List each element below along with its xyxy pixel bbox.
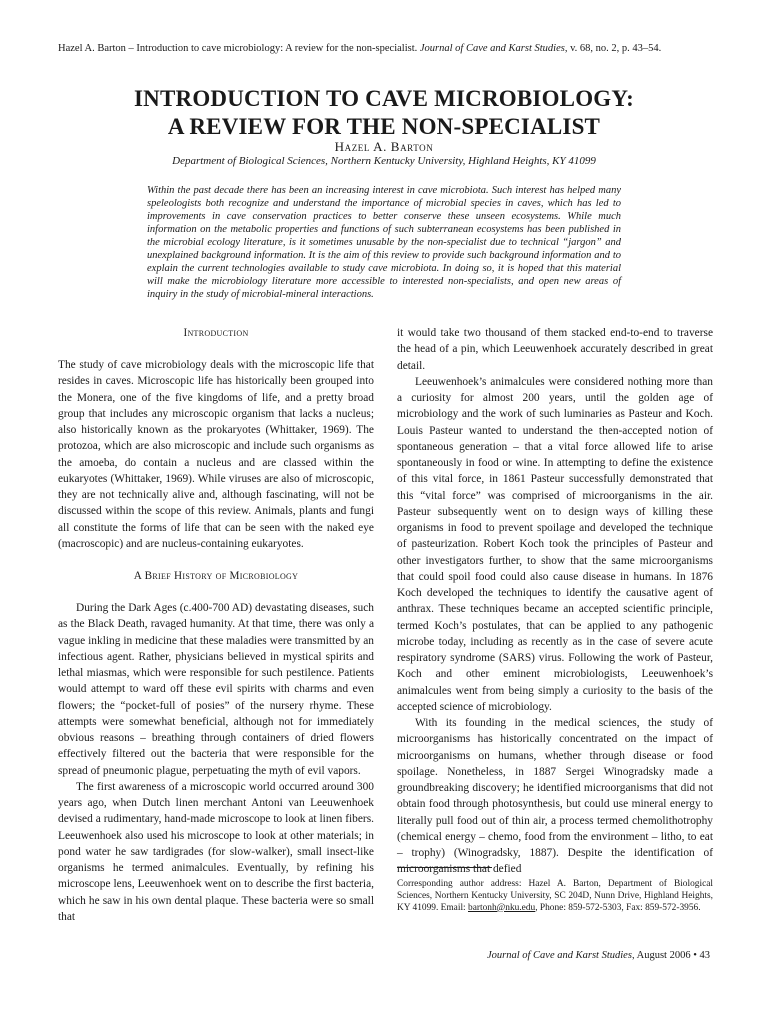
page-footer [420, 950, 710, 961]
article-title [0, 85, 768, 141]
author-affiliation: Department of Biological Sciences, Northern Kentucky University, Highland Heights, KY 41099 [172, 155, 596, 167]
footnote-text: Corresponding author address: Hazel A. Barton, Department of Biological Sciences, Northern Kentucky University, SC 204D, Nunn Drive, Highland Heights, KY 41099. Email: [397, 879, 713, 913]
abstract: Within the past decade there has been an increasing interest in cave microbiota. Such interest has helped many speleologists both recognize and understand the importance of microbial species in caves, which has led to improvements in cave conservation practices to better conserve these unseen ecosystems. While much information on the metabolic properties and functions of such subterranean ecosystems has been published in the microbial ecology literature, is it sometimes unusable by the non-specialist due to technical “jargon” and unexplained background information. It is the aim of this review to provide such background information and to explain the current technologies available to study cave microbiota. In doing so, it is hoped that this material will make the microbiology literature more accessible to interested non-specialists, and open new areas of inquiry in the study of microbial-mineral interactions. [147, 185, 621, 301]
right-paragraph-2: Leeuwenhoek’s animalcules were considered nothing more than a curiosity for almost 200 years, until the golden age of microbiology and the work of such luminaries as Pasteur and Koch. Louis Pasteur wanted to understand the then-accepted notion of spontaneous generation – that a vital force allowed life to arise spontaneously in food or wine. In attempting to define the existence of this vital force, in 1861 Pasteur successfully demonstrated that this “vital force” was comprised of microorganisms in the air. Pasteur subsequently went on to design ways of killing these organisms in food to prevent spoilage and developed the technique of pasteurization. Robert Koch took the principles of Pasteur and other investigators further, to show that the same microorganisms that could spoil food could also cause disease in humans. In 1876 Koch developed the techniques to identify the causative agent of anthrax. These techniques became an accepted scientific principle, termed Koch’s postulates, that can be applied to any pathogenic microbe today, including as recently as in the case of severe acute respiratory syndrome (SARS) virus. Following the work of Pasteur, Koch and other eminent microbiologists, Leeuwenhoek’s animalcules went from being simply a curiosity to the basis of the accepted science of microbiology. [397, 375, 713, 713]
intro-paragraph: The study of cave microbiology deals with the microscopic life that resides in caves. Microscopic life has historically been grouped into the Monera, one of the five kingdoms of life, and a pretty broad group that includes any microscopic organism that lacks a nucleus; also historically known as the prokaryotes (Whittaker, 1969). The protozoa, which are also microscopic and include such organisms as the amoeba, do contain a nucleus and are classed within the eukaryotes (Whittaker, 1969). While viruses are also of microscopic, they are not technically alive and, although fascinating, will not be discussed within the scope of this review. Animals, plants and fungi all constitute the forms of life that can be seen with the naked eye (macroscopic) and are nucleus-containing eukaryotes. [58, 359, 374, 550]
footer-journal-name: Journal of Cave and Karst Studies [486, 950, 632, 961]
history-paragraph-2: The first awareness of a microscopic world occurred around 300 years ago, when Dutch linen merchant Antoni van Leeuwenhoek devised a rudimentary, hand-made microscope to look at linen fibers. Leeuwenhoek also used his microscope to look at other materials; in pond water he saw tardigrades (for slow-walker), small insect-like organisms he termed animalcules. Eventually, by refining his microscope lens, Leeuwenhoek went on to describe the first bacteria, which he saw in his own dental plaque. These bacteria were so small that [58, 780, 374, 923]
history-paragraph-1: During the Dark Ages (c.400-700 AD) devastating diseases, such as the Black Death, ravaged humanity. At that time, there was only a vague inkling in medicine that these maladies were transmitted by an infectious agent. Rather, physicians believed in mystical spirits and lethal miasmas, which were responsible for such pestilence. Patients would attempt to ward off these evil spirits with charms and even flowers; the “pocket-full of posies” of the nursery rhyme. These attempts were somewhat beneficial, although not for immediately obvious reasons – breathing through containers of dried flowers effectively filtered out the bacteria that were responsible for the spread of pneumonic plague, perpetuating the myth of evil vapors. [58, 602, 374, 777]
header-citation-details: , v. 68, no. 2, p. 43–54. [564, 43, 662, 54]
author-name: Hazel A. Barton [334, 139, 434, 154]
header-journal-name: Journal of Cave and Karst Studies [419, 43, 565, 54]
footnote-divider [397, 867, 492, 868]
author-email-link[interactable]: bartonh@nku.edu [468, 902, 536, 913]
right-paragraph-3: With its founding in the medical sciences, the study of microorganisms has historically concentrated on the impact of microorganisms on humans, whether through disease or food spoilage. Nonetheless, in 1887 Sergei Winogradsky made a groundbreaking discovery; he identified microorganisms that did not obtain food through photosynthesis, but could use mineral energy to literally pull food out of thin air, a process termed chemolithotrophy (chemical energy – chemo, food from the environment – litho, to eat – trophy) (Winogradsky, 1887). Despite the identification of microorganisms that defied [397, 717, 713, 876]
section-heading-introduction: Introduction [183, 327, 249, 339]
corresponding-author-footnote [397, 879, 713, 914]
section-heading-history: A Brief History of Microbiology [133, 570, 299, 582]
footer-issue-page: , August 2006 • 43 [631, 950, 710, 961]
right-paragraph-1: it would take two thousand of them stacked end-to-end to traverse the head of a pin, which Leeuwenhoek accurately described in great detail. [397, 327, 713, 372]
running-header [58, 42, 718, 55]
right-column [397, 325, 713, 878]
header-citation-authors: Hazel A. Barton – Introduction to cave microbiology: A review for the non-specialist. [58, 43, 418, 54]
title-line-2: A REVIEW FOR THE NON-SPECIALIST [167, 114, 601, 139]
title-line-1: INTRODUCTION TO CAVE MICROBIOLOGY: [134, 86, 634, 111]
footnote-contact: , Phone: 859-572-5303, Fax: 859-572-3956. [535, 902, 701, 913]
left-column [58, 325, 374, 925]
